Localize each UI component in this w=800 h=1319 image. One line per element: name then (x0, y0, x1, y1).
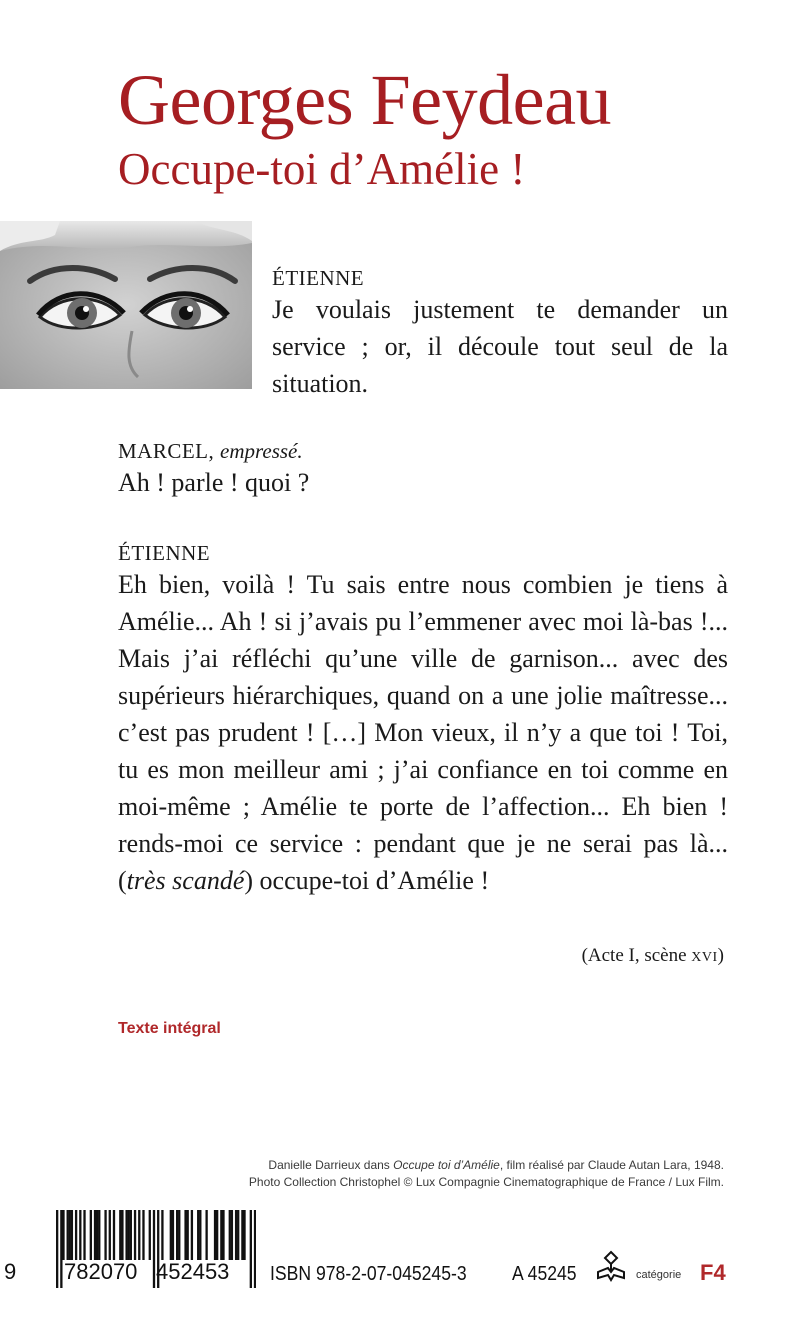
barcode-bar (178, 1210, 180, 1260)
credit-line-2: Photo Collection Christophel © Lux Compagnie Cinematographique de France / Lux Film. (248, 1175, 724, 1189)
barcode-bar (104, 1210, 106, 1260)
speaker-line (118, 438, 728, 464)
barcode-bar (83, 1210, 85, 1260)
barcode-bar (235, 1210, 237, 1260)
barcode-bar (142, 1210, 144, 1260)
credit-text: , film réalisé par Claude Autan Lara, 1948. (499, 1158, 724, 1172)
barcode-bar (121, 1210, 123, 1260)
barcode-bar (241, 1210, 243, 1260)
dialogue-text: Je voulais justement te demander un service ; or, il découle tout seul de la situation. (272, 295, 728, 398)
barcode-bar (79, 1210, 81, 1260)
barcode-bar (243, 1210, 245, 1260)
barcode-bar (237, 1210, 239, 1260)
barcode-bar (149, 1210, 151, 1260)
barcode-bar (231, 1210, 233, 1260)
dialogue-text-part: ) occupe-toi d’Amélie ! (244, 866, 490, 895)
barcode-bar (229, 1210, 231, 1260)
photo-credit (249, 1157, 724, 1191)
barcode-bar (161, 1210, 163, 1260)
scene-reference (582, 944, 724, 970)
speaker-name: MARCEL, (118, 439, 215, 463)
cover-photo (0, 221, 252, 389)
barcode-group-2: 452453 (156, 1259, 230, 1284)
barcode-bar (60, 1210, 62, 1288)
barcode-bar (254, 1210, 256, 1288)
barcode-bar (90, 1210, 92, 1260)
barcode-bar (191, 1210, 193, 1260)
barcode-bar (94, 1210, 96, 1260)
barcode-bar (71, 1210, 73, 1260)
barcode-bar (56, 1210, 58, 1288)
barcode-bar (205, 1210, 207, 1260)
dialogue-text-part: Eh bien, voilà ! Tu sais entre nous combien je tiens à Amélie... Ah ! si j’avais pu l’emmener avec moi là-bas !... Mais j’ai réfléchi qu’une ville de garnison... avec des supérieurs hiérarchiques, quand on a une jolie maîtresse... c’est pas prudent ! […] Mon vieux, il n’y a que toi ! Toi, tu es mon meilleur ami ; j’ai confiance en toi comme en moi-même ; Amélie te porte de l’affection... Eh bien ! rends-moi ce service : pendant que je ne serai pas là... ( (118, 570, 728, 895)
excerpt-block-2 (118, 438, 728, 501)
barcode-bar (187, 1210, 189, 1260)
dialogue-text (118, 566, 728, 899)
barcode-bar (128, 1210, 130, 1260)
excerpt-block-3 (118, 540, 728, 899)
category-code: F4 (700, 1260, 726, 1285)
barcode-bar (130, 1210, 132, 1260)
barcode-bar (176, 1210, 178, 1260)
credit-text: Danielle Darrieux dans (268, 1158, 394, 1172)
barcode-bar (220, 1210, 222, 1260)
barcode-bar (184, 1210, 186, 1260)
reference-numeral: XVI (691, 950, 718, 965)
excerpt-block-1 (272, 265, 728, 402)
barcode-bar (67, 1210, 69, 1260)
author-name: Georges Feydeau (118, 60, 612, 140)
barcode-bar (96, 1210, 98, 1260)
reference-suffix: ) (717, 945, 724, 966)
barcode-bar (134, 1210, 136, 1260)
isbn-number: ISBN 978-2-07-045245-3 (270, 1263, 467, 1285)
integral-text-label: Texte intégral (118, 1020, 221, 1037)
credit-line-1 (249, 1157, 724, 1174)
credit-film-title: Occupe toi d’Amélie (393, 1158, 500, 1172)
barcode-bar (153, 1210, 155, 1288)
barcode-bar (109, 1210, 111, 1260)
barcode-bar (113, 1210, 115, 1260)
barcode-bar (69, 1210, 71, 1260)
category-label: catégorie (636, 1269, 682, 1281)
barcode-bar (98, 1210, 100, 1260)
barcode-bar (138, 1210, 140, 1260)
barcode-bar (199, 1210, 201, 1260)
product-code: A 45245 (512, 1263, 577, 1285)
barcode-bar (125, 1210, 127, 1260)
barcode-first-digit: 9 (4, 1259, 17, 1284)
stage-direction: empressé. (220, 439, 303, 463)
barcode-bar (214, 1210, 216, 1260)
publisher-logo-icon (594, 1250, 628, 1282)
barcode-bar (75, 1210, 77, 1260)
barcode-bar (170, 1210, 172, 1260)
barcode-bar (172, 1210, 174, 1260)
barcode-bar (119, 1210, 121, 1260)
barcode-bar (216, 1210, 218, 1260)
stage-direction: très scandé (126, 866, 245, 895)
speaker-name: ÉTIENNE (118, 541, 211, 565)
barcode-group-1: 782070 (64, 1259, 138, 1284)
book-title: Occupe-toi d’Amélie ! (118, 144, 526, 194)
eyes-photo-icon (0, 221, 252, 389)
reference-prefix: (Acte I, scène (581, 945, 692, 966)
barcode-bar (62, 1210, 64, 1260)
barcode-bar (197, 1210, 199, 1260)
barcode-bar (250, 1210, 252, 1288)
barcode-bar (222, 1210, 224, 1260)
speaker-name: ÉTIENNE (272, 266, 365, 290)
dialogue-text: Ah ! parle ! quoi ? (118, 468, 310, 497)
